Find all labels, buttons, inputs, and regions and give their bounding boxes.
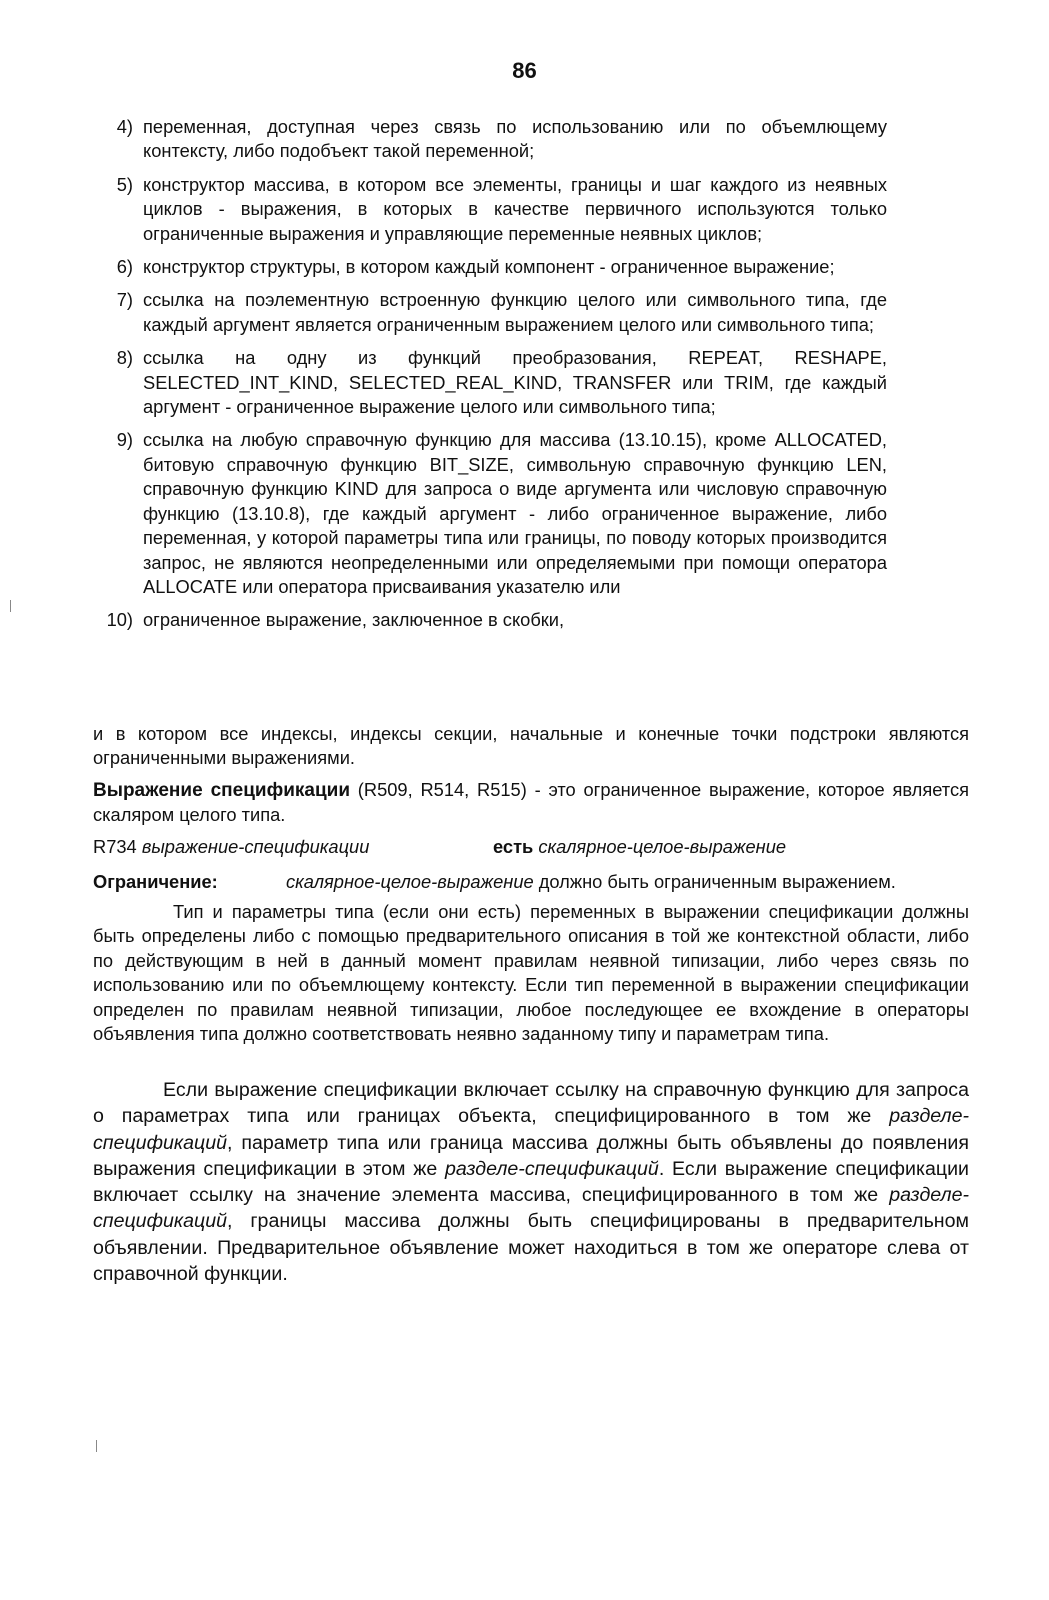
syntax-rule-keyword: есть	[493, 836, 534, 857]
para2-italic-2: разделе-спецификаций	[445, 1157, 659, 1180]
list-item-number: 6)	[116, 256, 133, 278]
definition-paragraph	[93, 778, 969, 828]
para2-italic-3: разделе-спецификаций	[93, 1184, 969, 1233]
para2-text-4: , границы массива должны быть специфицированы в предварительном объявлении. Предварительное объявление может находиться в том же операторе слева от справочной функции.	[93, 1210, 969, 1286]
constraint-label: Ограничение:	[93, 871, 218, 892]
list-item	[93, 346, 969, 419]
syntax-rule-value: скалярное-целое-выражение	[538, 836, 787, 857]
list-item	[93, 255, 969, 279]
list-item	[93, 115, 969, 164]
syntax-rule-name: выражение-спецификации	[141, 836, 370, 857]
list-item-number: 10)	[106, 609, 133, 631]
list-item-number: 5)	[116, 173, 133, 195]
list-item	[93, 288, 969, 337]
syntax-rule	[93, 835, 969, 859]
paragraph-type-parameters: Тип и параметры типа (если они есть) переменных в выражении спецификации должны быть определены либо с помощью предварительного описания в той же контекстной области, либо по действующим в ней в данный момент правилам неявной типизации, либо через связь по использованию или по объемлющему контексту. Если тип переменной в выражении спецификации определен по правилам неявной типизации, любое последующее ее вхождение в операторы объявления типа должно соответствовать неявно заданному типу и параметрам типа.	[93, 901, 969, 1045]
list-item	[93, 428, 969, 599]
definition-term: Выражение спецификации	[93, 780, 351, 801]
constraint	[93, 870, 969, 894]
list-item-text: ссылка на поэлементную встроенную функцию целого или символьного типа, где каждый аргумент является ограниченным выражением целого или символьного типа;	[143, 289, 887, 335]
list-item	[93, 608, 969, 632]
list-item-number: 4)	[116, 116, 133, 137]
list-item-text: конструктор массива, в котором все элементы, границы и шаг каждого из неявных циклов - выражения, в которых в качестве первичного используются только ограниченные выражения и управляющие переменные неявных циклов;	[143, 173, 887, 244]
list-item-text: ограниченное выражение, заключенное в скобки,	[143, 609, 565, 631]
scan-artifact	[96, 1440, 97, 1452]
syntax-rule-id: R734	[93, 836, 137, 857]
syntax-rule-left	[93, 835, 493, 859]
constraint-text: должно быть ограниченным выражением.	[533, 871, 896, 892]
list-item-text: конструктор структуры, в котором каждый компонент - ограниченное выражение;	[143, 256, 835, 278]
list-item-number: 8)	[116, 347, 133, 369]
list-item-number: 7)	[116, 289, 133, 311]
list-continuation: и в котором все индексы, индексы секции, начальные и конечные точки подстроки являются ограниченными выражениями.	[93, 723, 969, 769]
paragraph-inquiry-functions	[93, 1077, 969, 1287]
list-item-text: переменная, доступная через связь по использованию или по объемлющему контексту, либо подобъект такой переменной;	[143, 116, 887, 162]
list-item	[93, 173, 969, 246]
scan-artifact	[10, 600, 11, 612]
list-item-text: ссылка на одну из функций преобразования, REPEAT, RESHAPE, SELECTED_INT_KIND, SELECTED_REAL_KIND, TRANSFER или TRIM, где каждый аргумент - ограниченное выражение целого или символьного типа;	[143, 347, 887, 418]
para2-text-3: . Если выражение спецификации включает ссылку на значение элемента массива, специфицированного в том же	[93, 1157, 969, 1207]
constraint-term: скалярное-целое-выражение	[286, 871, 534, 892]
list-item-number: 9)	[116, 429, 133, 451]
para2-text-1: Если выражение спецификации включает ссылку на справочную функцию для запроса о параметрах типа или границах объекта, специфицированного в том же	[93, 1079, 969, 1128]
definition-text: (R509, R514, R515) - это ограниченное выражение, которое является скаляром целого типа.	[93, 779, 969, 826]
para2-text-2: , параметр типа или граница массива должны быть объявлены до появления выражения спецификации в этом же	[93, 1131, 969, 1180]
para2-italic-1: разделе-спецификаций	[93, 1105, 969, 1154]
page-number: 86	[512, 58, 537, 83]
list-item-text: ссылка на любую справочную функцию для массива (13.10.15), кроме ALLOCATED, битовую справочную функцию BIT_SIZE, символьную справочную функцию LEN, справочную функцию KIND для запроса о виде аргумента или числовую справочную функцию (13.10.8), где каждый аргумент - либо ограниченное выражение, либо переменная, у которой параметры типа или границы, по поводу которых производится запрос, не являются неопределенными или определяемыми при помощи оператора ALLOCATE или оператора присваивания указателю или	[143, 429, 887, 597]
constant-expression-list	[93, 115, 969, 642]
